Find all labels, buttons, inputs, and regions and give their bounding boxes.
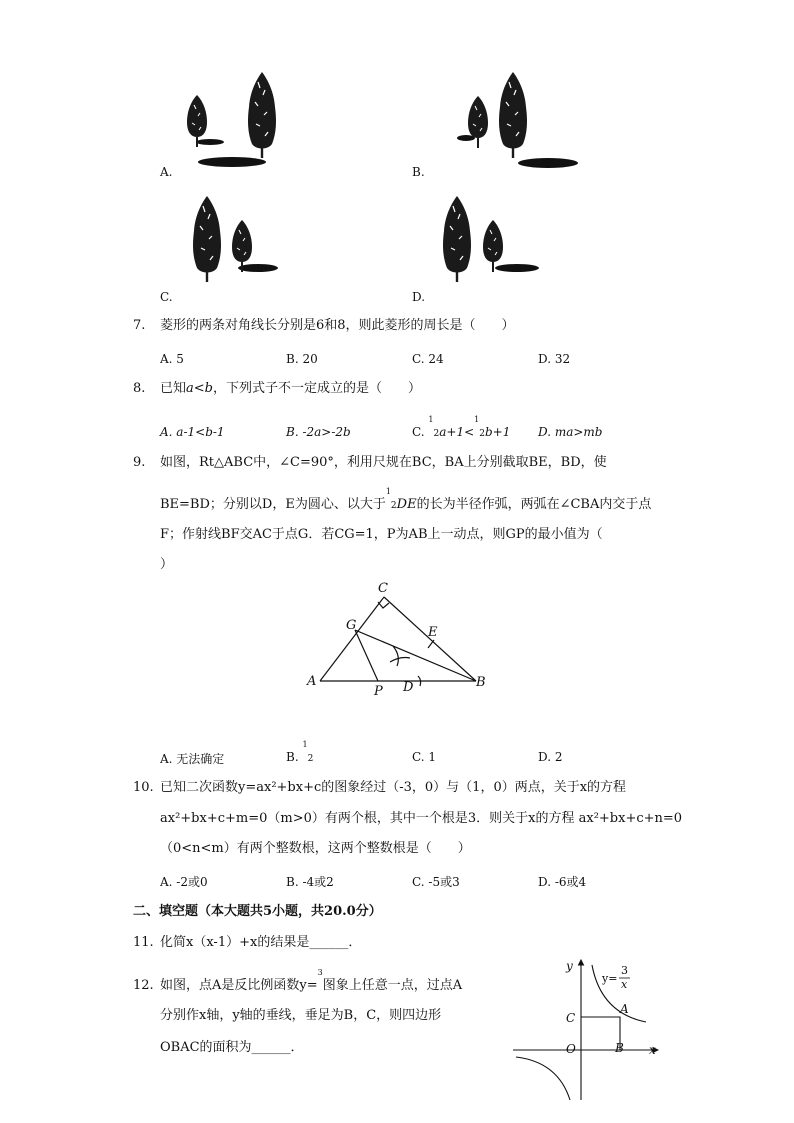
q8-text-pre: 已知	[160, 381, 187, 396]
q9-option-d[interactable]: D. 2	[538, 750, 563, 764]
q8-text	[160, 380, 421, 398]
section-2-title: 二、填空题（本大题共5小题，共20.0分）	[133, 904, 382, 919]
q12-curve-q3	[516, 1057, 570, 1100]
q9-frac-den: 2	[390, 501, 397, 511]
q8-number: 8.	[133, 381, 146, 396]
q9-line2-pre: BE=BD；分别以D，E为圆心、以大于	[160, 497, 386, 512]
q12-frac-num: 3	[317, 968, 323, 977]
q9-option-b-num: 1	[302, 740, 308, 749]
q12-label-x: x	[649, 1043, 656, 1057]
q9-number: 9.	[133, 455, 146, 470]
q11-text: 化简x（x-1）+x的结果是______．	[160, 935, 362, 950]
q9-label-g: G	[346, 618, 357, 633]
q9-line3: F；作射线BF交AC于点G．若CG=1，P为AB上一动点，则GP的最小值为（	[160, 527, 603, 542]
q8-option-c[interactable]	[412, 415, 511, 439]
q12-eq-prefix: y=	[602, 972, 618, 985]
q9-option-c[interactable]: C. 1	[412, 750, 437, 764]
q12-curve-q1	[592, 965, 646, 1022]
q6-option-b[interactable]: B.	[412, 165, 425, 179]
q9-arc-e	[428, 640, 434, 648]
q12-eq-den: x	[621, 978, 628, 991]
q10-number: 10.	[133, 780, 154, 795]
q8-option-c-frac2-den: 2	[479, 429, 485, 439]
q9-label-a: A	[307, 674, 317, 689]
q9-line2-post: 的长为半径作弧，两弧在∠CBA内交于点	[416, 497, 652, 512]
q10-line3: （0<n<m）有两个整数根，这两个整数根是（ ）	[160, 841, 471, 856]
q10-line1: 已知二次函数y=ax²+bx+c的图象经过（-3，0）与（1，0）两点，关于x的方程	[160, 780, 627, 795]
q7-option-d[interactable]: D. 32	[538, 352, 571, 366]
q9-line2	[160, 487, 652, 515]
q8-option-c-label: C.	[412, 425, 425, 439]
q8-condition: a<b	[186, 381, 213, 396]
q9-label-p: P	[374, 684, 383, 698]
q8-option-a[interactable]: A. a-1<b-1	[160, 425, 225, 439]
q12-eq-num: 3	[621, 964, 628, 977]
q12-line2: 分别作x轴，y轴的垂线，垂足为B，C，则四边形	[160, 1008, 442, 1023]
q8-option-c-frac-den: 2	[433, 429, 440, 439]
q12-graph	[508, 955, 668, 1105]
q9-label-e: E	[428, 625, 438, 640]
q8-option-c-frac2-num: 1	[474, 415, 480, 424]
q9-arc-2	[390, 658, 410, 663]
q12-label-b: B	[615, 1041, 624, 1055]
q12-line1-pre: 如图，点A是反比例函数y=	[160, 978, 318, 993]
q7-number: 7.	[133, 318, 146, 333]
q12-label-a: A	[620, 1002, 629, 1016]
q9-line4: ）	[160, 557, 174, 572]
q9-segment-ac	[320, 597, 384, 681]
q8-text-post: ，下列式子不一定成立的是（ ）	[212, 381, 421, 396]
q9-frac-num: 1	[385, 487, 391, 496]
q6-figure-b	[457, 72, 578, 168]
q9-line2-de: DE	[396, 497, 417, 512]
q10-option-a[interactable]: A. -2或0	[160, 875, 208, 889]
q8-option-d[interactable]: D. ma>mb	[538, 425, 603, 439]
q8-option-c-expr2: b+1	[484, 425, 511, 439]
q9-option-b-den: 2	[307, 754, 314, 764]
q12-label-c: C	[566, 1011, 576, 1025]
q10-option-d[interactable]: D. -6或4	[538, 875, 587, 889]
q9-option-b-label: B.	[286, 750, 299, 764]
q8-option-c-frac-num: 1	[428, 415, 434, 424]
q6-figures	[0, 0, 794, 310]
q6-figure-d	[443, 196, 539, 282]
q12-line1	[160, 968, 463, 996]
q10-option-c[interactable]: C. -5或3	[412, 875, 460, 889]
q9-option-a[interactable]: A. 无法确定	[160, 752, 225, 766]
q12-label-y: y	[566, 959, 573, 973]
q9-label-d: D	[403, 680, 414, 695]
q7-option-b[interactable]: B. 20	[286, 352, 318, 366]
q6-figure-c	[193, 196, 278, 282]
q7-option-a[interactable]: A. 5	[160, 352, 184, 366]
q9-label-c: C	[378, 581, 388, 596]
q6-option-d[interactable]: D.	[412, 290, 426, 304]
q12-number: 12.	[133, 978, 154, 993]
q9-label-b: B	[476, 675, 486, 690]
q6-figure-a	[187, 72, 276, 167]
q12-label-o: O	[566, 1042, 576, 1056]
q9-arc-1	[393, 646, 398, 666]
q6-option-a[interactable]: A.	[160, 165, 173, 179]
q9-option-b[interactable]	[286, 740, 314, 764]
q9-line1: 如图，Rt△ABC中，∠C=90°，利用尺规在BC，BA上分别截取BE，BD，使	[160, 455, 607, 470]
q6-option-c[interactable]: C.	[160, 290, 173, 304]
q12-line3: OBAC的面积为______．	[160, 1040, 304, 1055]
q7-text: 菱形的两条对角线长分别是6和8，则此菱形的周长是（ ）	[160, 318, 515, 333]
q8-option-b[interactable]: B. -2a>-2b	[286, 425, 351, 439]
q12-line1-post: 图象上任意一点，过点A	[322, 978, 463, 993]
q9-figure	[300, 578, 500, 698]
q10-line2: ax²+bx+c+m=0（m>0）有两个根，其中一个根是3．则关于x的方程 ax²+bx+c+n=0	[160, 811, 683, 826]
q7-option-c[interactable]: C. 24	[412, 352, 444, 366]
q8-option-c-expr: a+1<	[439, 425, 475, 439]
q10-option-b[interactable]: B. -4或2	[286, 875, 334, 889]
q9-ray-bf	[355, 630, 476, 681]
q11-number: 11.	[133, 935, 154, 950]
